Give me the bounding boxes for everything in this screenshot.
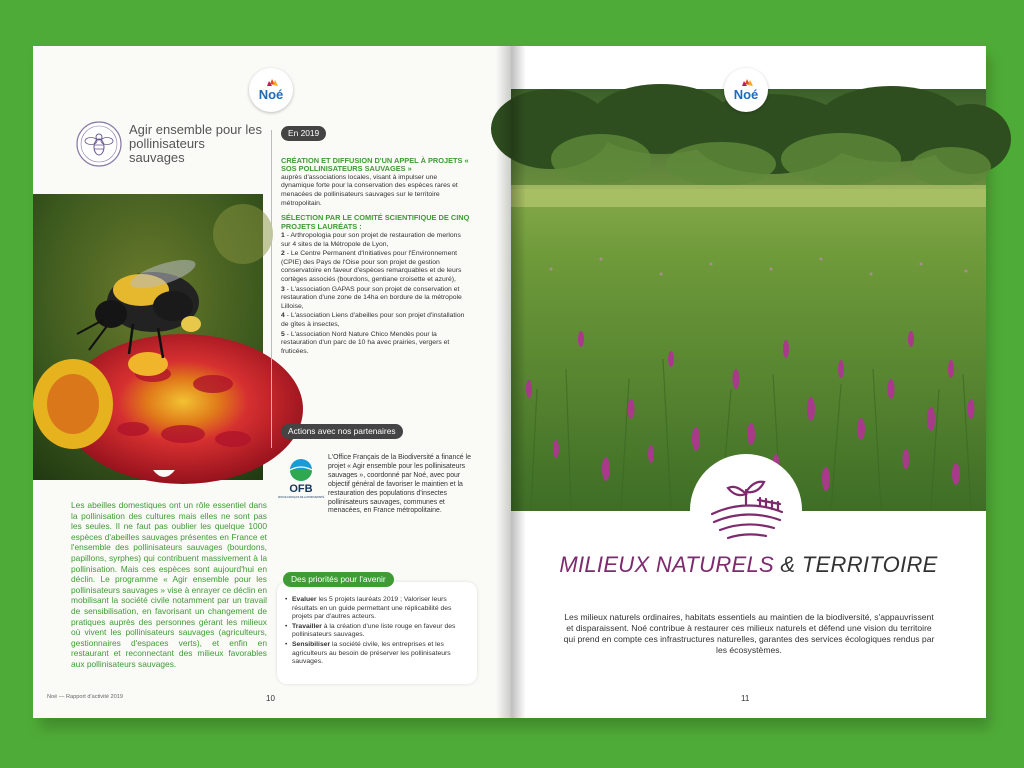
priorities-list: [285, 596, 469, 668]
svg-text:OFFICE FRANÇAIS DE LA BIODIVER: OFFICE FRANÇAIS DE LA BIODIVERSITÉ: [277, 496, 325, 499]
emblem-circle: [690, 454, 802, 566]
projects-list: [281, 232, 471, 356]
noe-logo: [249, 68, 293, 112]
svg-text:OFB: OFB: [289, 483, 313, 495]
right-page: [511, 46, 986, 718]
list-item: • Evaluer les 5 projets lauréats 2019 ; Valoriser leurs résultats en un guide permettant une réplicabilité des projets par d'autres acteurs.: [285, 596, 469, 622]
year-badge: En 2019: [281, 126, 326, 141]
priorities-badge: Des priorités pour l'avenir: [283, 572, 394, 587]
bee-emblem-icon: [75, 120, 123, 168]
list-item: • Sensibiliser la société civile, les entreprises et les agriculteurs au besoin de préserver les pollinisateurs sauvages.: [285, 641, 469, 667]
partners-badge: Actions avec nos partenaires: [281, 424, 403, 439]
list-item: 5 - L'association Nord Nature Chico Mendès pour la restauration d'un parc de 10 ha avec prairies, vergers et fruticées.: [281, 330, 450, 355]
page-headline: [511, 552, 986, 578]
list-item: 2 - Le Centre Permanent d'Initiatives pour l'Environnement (CPIE) des Pays de l'Oise pour son projet de gestion conservatoire en faveur d'espèces remarquables et de leurs cortèges associés (bourdons, gentiane croisette et azuré),: [281, 250, 462, 283]
headline-part2: & TERRITOIRE: [774, 552, 938, 577]
photo-notch: [153, 470, 175, 482]
bee-on-flower-photo: [33, 194, 263, 480]
meadow-photo: [511, 89, 986, 511]
list-item: 3 - L'association GAPAS pour son projet de conservation et restauration d'une zone de 14ha en bordure de la métropole Lilloise,: [281, 285, 462, 310]
block1-title: CRÉATION ET DIFFUSION D'UN APPEL À PROJETS « SOS POLLINISATEURS SAUVAGES »: [281, 156, 469, 174]
year-block: [281, 157, 471, 356]
noe-logo: [724, 68, 768, 112]
section-title: Agir ensemble pour les pollinisateurs sauvages: [129, 122, 262, 165]
landscape-sprout-icon: [690, 454, 802, 566]
list-item: • Travailler à la création d'une liste rouge en faveur des pollinisateurs sauvages.: [285, 623, 469, 640]
footer-text: Noé — Rapport d'activité 2019: [47, 694, 124, 700]
block2-title: SÉLECTION PAR LE COMITÉ SCIENTIFIQUE DE CINQ PROJETS LAURÉATS :: [281, 213, 470, 231]
logo-text: Noé: [733, 87, 759, 102]
logo-text: Noé: [258, 87, 284, 102]
block1-text: auprès d'associations locales, visant à impulser une dynamique forte pour la conservation des espèces rares et menacées de pollinisateurs sauvages sur le territoire métropolitain.: [281, 173, 458, 207]
page-number-right: 11: [741, 694, 750, 703]
partners-text: L'Office Français de la Biodiversité a financé le projet « Agir ensemble pour les pollinisateurs sauvages », coordonné par Noé, avec pour objectif général de favoriser le maintien et la restauration des populations d'insectes pollinisateurs sauvages, communes et menacées, en France métropolitaine.: [328, 454, 471, 515]
left-page: [33, 46, 511, 718]
right-body-text: Les milieux naturels ordinaires, habitats essentiels au maintien de la biodiversité, s'appauvrissent et disparaissent. Noé contribue à restaurer ces milieux naturels et défend une vision du territoire qui prend en compte ces infrastructures naturelles, garantes des services écologiques rendus par les écosystèmes.: [563, 612, 935, 655]
intro-paragraph: Les abeilles domestiques ont un rôle essentiel dans la pollinisation des cultures mais elles ne sont pas les seules. Il ne faut pas oublier les quelque 1000 espèces d'abeilles sauvages présentes en France et l'ensemble des pollinisateurs sauvages (bourdons, papillons, syrphes) qui contribuent massivement à la pollinisation. Mais ces espèces sont aujourd'hui en déclin. Le programme « Agir ensemble pour les pollinisateurs sauvages » vise à enrayer ce déclin en mobilisant la société civile notamment par un travail de sensibilisation, en favorisant un changement de pratiques auprès des personnes gérant les milieux où vivent les pollinisateurs sauvages (agriculteurs, gestionnaires d'espaces verts), et enfin en restaurant et reconnectant des milieux favorables aux pollinisateurs sauvages.: [71, 500, 267, 669]
list-item: 1 - Arthropologia pour son projet de restauration de merlons sur 4 sites de la Métropole de Lyon,: [281, 232, 461, 248]
page-number-left: 10: [266, 694, 275, 703]
ofb-logo-icon: [277, 458, 325, 502]
list-item: 4 - L'association Liens d'abeilles pour son projet d'installation de gîtes à insectes,: [281, 312, 465, 328]
headline-part1: MILIEUX NATURELS: [559, 552, 775, 577]
column-divider: [271, 130, 272, 448]
